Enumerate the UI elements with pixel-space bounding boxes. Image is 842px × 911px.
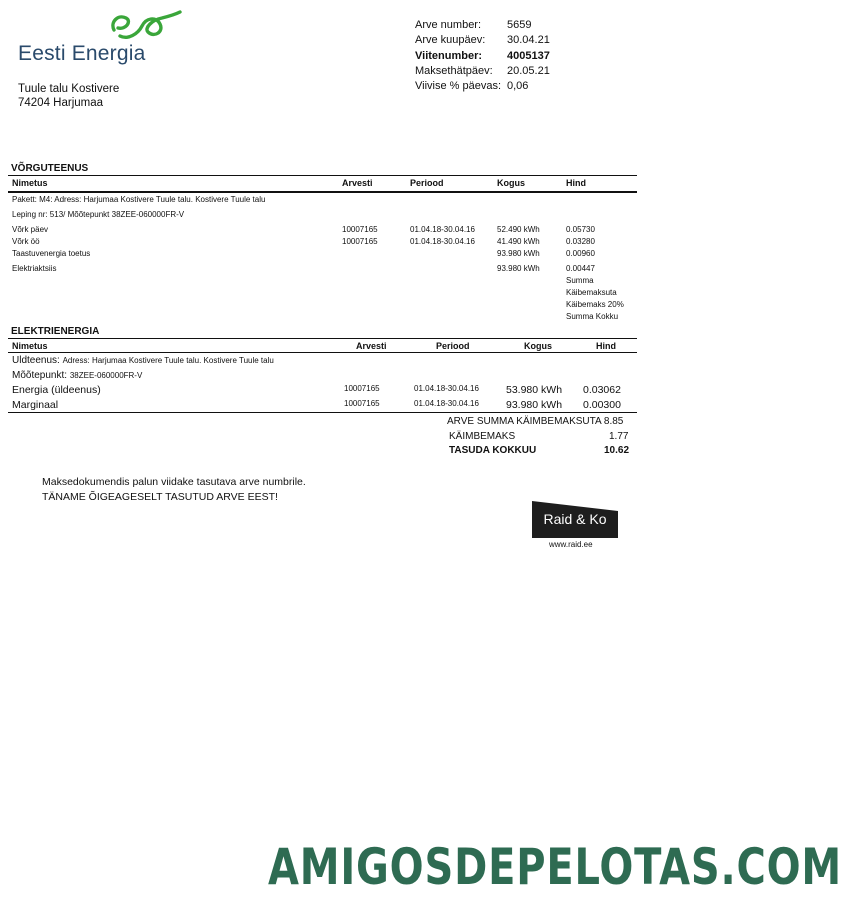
electricity-section-title: ELEKTRIENERGIA	[11, 326, 100, 337]
divider	[8, 338, 637, 339]
partner-url: www.raid.ee	[549, 540, 593, 549]
service-address: Adress: Harjumaa Kostivere Tuule talu. Kostivere Tuule talu	[62, 356, 274, 365]
invoice-value: 5659	[507, 19, 532, 31]
header-period: Periood	[410, 178, 444, 188]
network-table-header	[8, 177, 637, 189]
invoice-value: 4005137	[507, 49, 550, 62]
payment-note: Maksedokumendis palun viidake tasutava arve numbrile.	[42, 476, 306, 488]
invoice-row-number	[415, 18, 550, 33]
header-name: Nimetus	[12, 341, 48, 351]
invoice-value: 0,06	[507, 80, 529, 93]
table-cell: 10007165	[344, 384, 380, 393]
summary-label: Summa	[566, 276, 594, 285]
table-cell: 0.05730	[566, 225, 595, 234]
totals-row	[447, 416, 623, 427]
totals-value: 8.85	[603, 416, 624, 427]
header-price: Hind	[566, 178, 586, 188]
table-cell: 10007165	[342, 237, 378, 246]
thank-you-note: TÄNAME ÕIGEAGESELT TASUTUD ARVE EEST!	[42, 491, 278, 503]
invoice-value: 20.05.21	[507, 64, 550, 77]
totals-label: TASUDA KOKKUU	[449, 445, 537, 456]
table-cell: Võrk öö	[12, 237, 40, 246]
header-price: Hind	[596, 341, 616, 351]
table-cell: 0.03280	[566, 237, 595, 246]
electricity-service	[12, 355, 274, 366]
electricity-point	[12, 370, 142, 381]
company-name: Eesti Energia	[18, 42, 146, 65]
table-cell: Marginaal	[12, 399, 59, 411]
table-cell: 53.980 kWh	[506, 384, 563, 396]
divider	[8, 191, 637, 193]
table-cell: 0.03062	[583, 384, 621, 396]
header-meter: Arvesti	[342, 178, 373, 188]
header-name: Nimetus	[12, 178, 48, 188]
summary-label: Käibemaksuta	[566, 288, 617, 297]
header-period: Periood	[436, 341, 470, 351]
totals-label: ARVE SUMMA KÄIMBEMAKSUTA	[447, 416, 602, 427]
invoice-row-due	[415, 64, 550, 79]
header-quantity: Kogus	[524, 341, 552, 351]
invoice-label: Arve kuupäev:	[415, 34, 486, 47]
network-contract: Leping nr: 513/ Mõõtepunkt 38ZEE-060000FR-V	[12, 210, 185, 219]
invoice-row-penalty	[415, 79, 550, 94]
watermark: AMIGOSDEPELOTAS.COM	[268, 838, 842, 896]
divider	[8, 175, 637, 176]
eesti-energia-logo-icon	[108, 10, 184, 44]
table-cell: 93.980 kWh	[497, 249, 540, 258]
partner-logo-notch	[532, 501, 618, 511]
table-cell: 01.04.18-30.04.16	[414, 384, 479, 393]
point-value: 38ZEE-060000FR-V	[69, 371, 143, 380]
invoice-meta	[415, 18, 550, 94]
totals-value: 10.62	[604, 445, 630, 456]
divider	[8, 352, 637, 353]
network-package: Pakett: M4: Adress: Harjumaa Kostivere Tuule talu. Kostivere Tuule talu	[12, 195, 266, 204]
table-cell: 0.00960	[566, 249, 595, 258]
point-label: Mõõtepunkt:	[12, 370, 68, 381]
invoice-value: 30.04.21	[507, 34, 550, 47]
partner-logo: Raid & Ko	[532, 501, 618, 538]
table-cell: 93.980 kWh	[497, 264, 540, 273]
invoice-label: Viivise % päevas:	[415, 80, 502, 93]
table-cell: 0.00300	[583, 399, 621, 411]
table-cell: Taastuvenergia toetus	[12, 249, 91, 258]
table-cell: 10007165	[344, 399, 380, 408]
table-cell: 0.00447	[566, 264, 595, 273]
table-cell: 52.490 kWh	[497, 225, 540, 234]
invoice-label: Arve number:	[415, 19, 482, 31]
table-cell: Elektriaktsiis	[12, 264, 57, 273]
divider	[8, 412, 637, 413]
service-label: Uldteenus:	[12, 355, 60, 366]
totals-value: 1.77	[609, 431, 629, 442]
summary-label: Summa Kokku	[566, 312, 619, 321]
table-cell: 10007165	[342, 225, 378, 234]
header-meter: Arvesti	[356, 341, 387, 351]
table-cell: Energia (üldeenus)	[12, 384, 101, 396]
electricity-table-header	[8, 340, 637, 352]
invoice-row-reference	[415, 49, 550, 64]
table-cell: 93.980 kWh	[506, 399, 563, 411]
table-cell: Võrk päev	[12, 225, 49, 234]
network-section-title: VÕRGUTEENUS	[11, 163, 89, 174]
invoice-label: Viitenumber:	[415, 49, 483, 62]
invoice-label: Maksethätpäev:	[415, 64, 493, 77]
customer-name: Tuule talu Kostivere	[18, 83, 120, 95]
table-cell: 01.04.18-30.04.16	[414, 399, 479, 408]
header-quantity: Kogus	[497, 178, 525, 188]
invoice-row-date	[415, 33, 550, 48]
table-cell: 01.04.18-30.04.16	[410, 237, 475, 246]
customer-postal: 74204 Harjumaa	[18, 97, 104, 109]
table-cell: 01.04.18-30.04.16	[410, 225, 475, 234]
totals-label: KÄIMBEMAKS	[449, 431, 516, 442]
summary-label: Käibemaks 20%	[566, 300, 624, 309]
table-cell: 41.490 kWh	[497, 237, 540, 246]
